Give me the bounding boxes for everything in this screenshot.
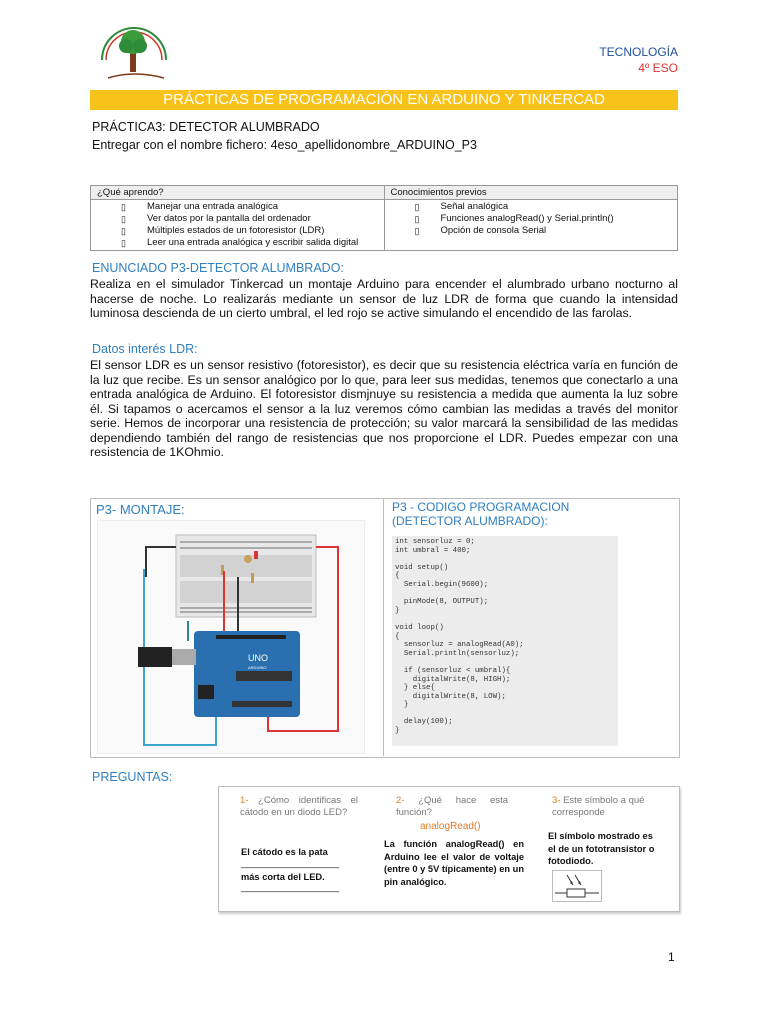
learn-item: ▯ Manejar una entrada analógica bbox=[97, 201, 378, 213]
learn-item: ▯ Múltiples estados de un fotoresistor (LDR) bbox=[97, 225, 378, 237]
answer-1-line2: más corta del LED. bbox=[241, 871, 325, 882]
code-line: void loop() bbox=[395, 623, 444, 632]
practica-title: PRÁCTICA3: DETECTOR ALUMBRADO bbox=[92, 120, 320, 134]
answer-1-rule2: ___________________ bbox=[241, 882, 340, 892]
col2-header: Conocimientos previos bbox=[384, 186, 678, 200]
delivery-instructions: Entregar con el nombre fichero: 4eso_apellidonombre_ARDUINO_P3 bbox=[92, 138, 477, 152]
school-logo bbox=[96, 20, 172, 86]
led-component bbox=[254, 551, 258, 559]
question-3-number: 3- bbox=[552, 795, 561, 806]
code-line: Serial.begin(9600); bbox=[395, 580, 489, 589]
header-subject bbox=[599, 44, 678, 76]
title-banner: PRÁCTICAS DE PROGRAMACIÓN EN ARDUINO Y TINKERCAD bbox=[90, 90, 678, 110]
question-2-number: 2- bbox=[396, 795, 405, 806]
question-3-text: Este símbolo a qué corresponde bbox=[552, 795, 645, 818]
question-1 bbox=[240, 795, 358, 819]
prior-list-cell bbox=[384, 200, 678, 251]
enunciado-title: ENUNCIADO P3-DETECTOR ALUMBRADO: bbox=[92, 261, 344, 275]
grade-label: 4º ESO bbox=[638, 61, 678, 75]
code-line: if (sensorluz < umbral){ bbox=[395, 666, 511, 675]
code-line: pinMode(8, OUTPUT); bbox=[395, 598, 489, 607]
knowledge-table bbox=[90, 185, 678, 251]
col1-header: ¿Qué aprendo? bbox=[91, 186, 385, 200]
code-line: } else{ bbox=[395, 684, 435, 693]
code-line: digitalWrite(8, LOW); bbox=[395, 692, 506, 701]
question-3 bbox=[552, 795, 664, 819]
ldr-title: Datos interés LDR: bbox=[92, 342, 198, 356]
code-line: } bbox=[395, 606, 400, 615]
question-2-function: analogRead() bbox=[420, 821, 481, 832]
code-line bbox=[395, 590, 615, 599]
answer-1-line1: El cátodo es la pata bbox=[241, 847, 328, 857]
board-brand: ARDUINO bbox=[248, 665, 267, 670]
code-line bbox=[395, 615, 615, 624]
code-line bbox=[395, 555, 615, 564]
code-line: int sensorluz = 0; bbox=[395, 538, 475, 546]
learn-item: ▯ Ver datos por la pantalla del ordenador bbox=[97, 213, 378, 225]
ldr-component bbox=[244, 555, 252, 563]
question-2-text: ¿Qué hace esta función? bbox=[396, 795, 508, 818]
board-label: UNO bbox=[248, 653, 268, 663]
code-line: int umbral = 400; bbox=[395, 546, 471, 555]
code-title-line2: (DETECTOR ALUMBRADO): bbox=[392, 514, 548, 528]
code-line: sensorluz = analogRead(A0); bbox=[395, 641, 524, 650]
answer-3: El símbolo mostrado es el de un fototransistor o fotodiodo. bbox=[548, 831, 655, 866]
montaje-title: P3- MONTAJE: bbox=[96, 502, 185, 517]
circuit-diagram bbox=[97, 520, 365, 754]
subject-label: TECNOLOGÍA bbox=[599, 45, 678, 59]
question-1-number: 1- bbox=[240, 795, 249, 806]
prior-item: ▯ Señal analógica bbox=[391, 201, 672, 213]
code-title-line1: P3 - CODIGO PROGRAMACION bbox=[392, 500, 570, 514]
answer-1 bbox=[241, 846, 359, 891]
phototransistor-symbol-icon bbox=[552, 870, 602, 902]
preguntas-title: PREGUNTAS: bbox=[92, 770, 173, 784]
answer-1-rule1: ___________________ bbox=[241, 857, 340, 868]
code-block bbox=[392, 536, 618, 746]
page-number: 1 bbox=[668, 950, 675, 964]
learn-list-cell bbox=[91, 200, 385, 251]
code-line: void setup() bbox=[395, 563, 449, 572]
code-line: } bbox=[395, 701, 409, 710]
prior-item: ▯ Funciones analogRead() y Serial.println() bbox=[391, 213, 672, 225]
code-line bbox=[395, 658, 615, 667]
answer-2: La función analogRead() en Arduino lee el valor de voltaje (entre 0 y 5V típicamente) en un pin analógico. bbox=[384, 839, 525, 887]
code-line bbox=[395, 710, 615, 719]
question-2 bbox=[396, 795, 508, 819]
ldr-text: El sensor LDR es un sensor resistivo (fotoresistor), es decir que su resistencia eléctrica varía en función de la luz que recibe. Es un sensor analógico por lo que, para leer sus medidas, tenemos que conectarlo a una entrada analógica de Arduino. El fotoresistor dismjnuye su resistencia a medida que aumenta la luz sobre él. Si tapamos o acercamos el sensor a la luz veremos cómo cambian las medidas a través del monitor serie. Hemos de incorporar una resistencia de protección; su valor marcará la sensibilidad de las medidas dependiendo también del rango de resistencias que nos proporcione el LDR. Puedes empezar con una resistencia de 1KOhmio. bbox=[90, 358, 678, 459]
code-line: { bbox=[395, 632, 400, 641]
code-line: delay(100); bbox=[395, 718, 453, 727]
prior-item: ▯ Opción de consola Serial bbox=[391, 225, 672, 237]
code-line: digitalWrite(8, HIGH); bbox=[395, 675, 511, 684]
code-title bbox=[392, 500, 569, 528]
code-line: { bbox=[395, 572, 400, 581]
enunciado-text: Realiza en el simulador Tinkercad un montaje Arduino para encender el alumbrado urbano nocturno al hacerse de noche. Lo realizarás mediante un sensor de luz LDR de forma que cuando la intensidad luminosa descienda de un cierto umbral, el led rojo se active simulando el encendido de las farolas. bbox=[90, 277, 678, 320]
code-line: } bbox=[395, 727, 400, 736]
question-1-text: ¿Cómo identificas el cátodo en un diodo LED? bbox=[240, 795, 359, 818]
learn-item: ▯ Leer una entrada analógica y escribir salida digital bbox=[97, 237, 378, 249]
code-line: Serial.println(sensorluz); bbox=[395, 649, 520, 658]
